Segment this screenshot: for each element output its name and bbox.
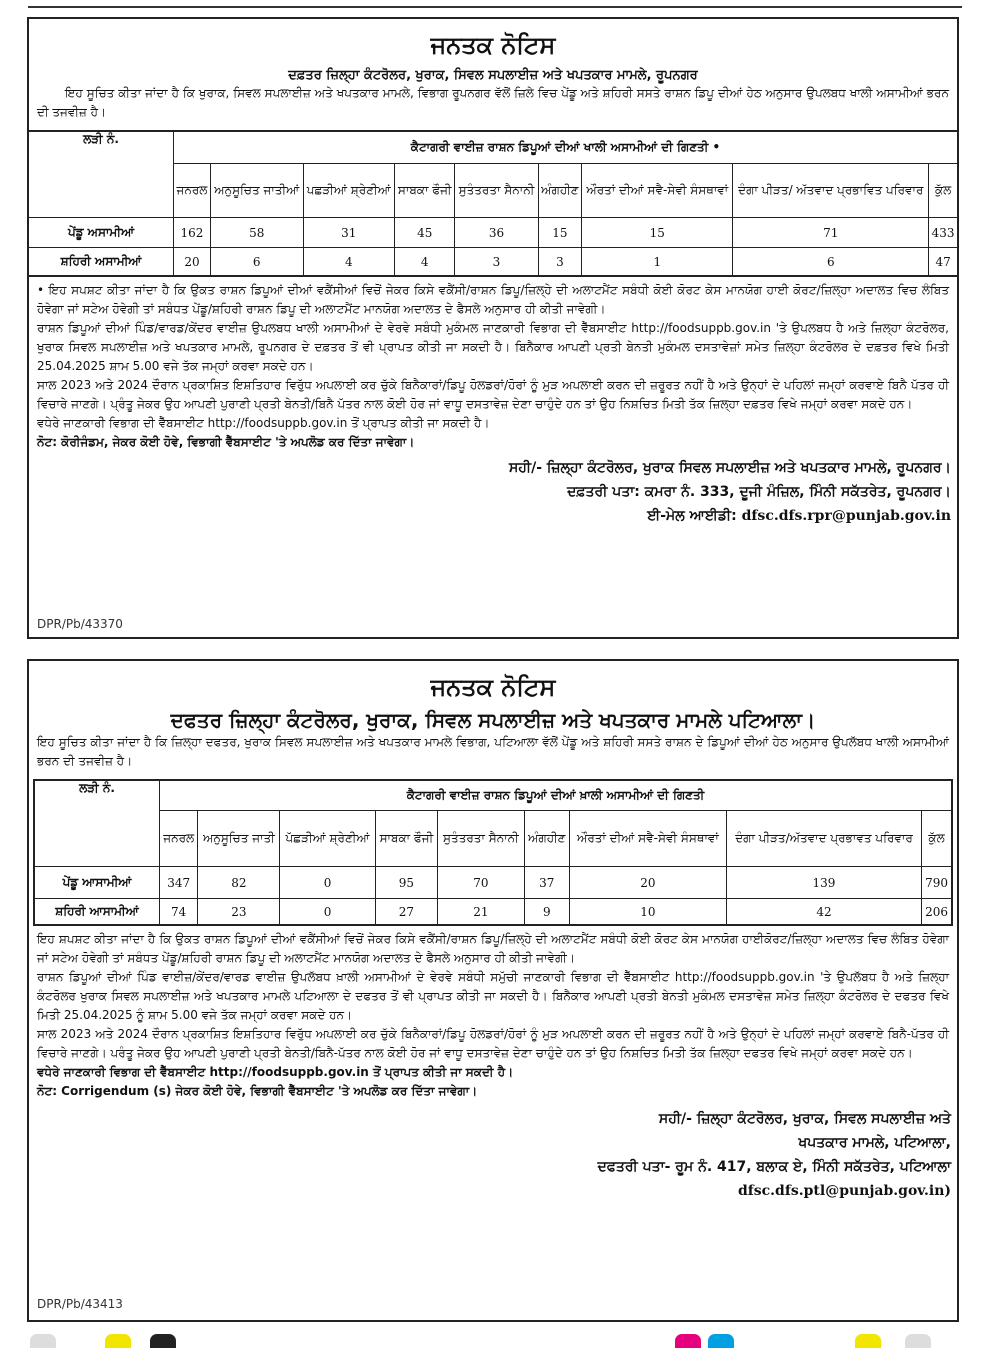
cell: 3: [455, 248, 538, 276]
col-header: ਔਰਤਾਂ ਦੀਆਂ ਸਵੈ-ਸੇਵੀ ਸੰਸਥਾਵਾਂ: [569, 811, 726, 867]
signature: ਸਹੀ/- ਜ਼ਿਲ੍ਹਾ ਕੰਟਰੋਲਰ, ਖੁਰਾਕ ਸਿਵਲ ਸਪਲਾਈਜ਼ ਅਤੇ ਖਪਤਕਾਰ ਮਾਮਲੇ, ਰੂਪਨਗਰ।: [508, 460, 951, 476]
public-notice-rupnagar: [27, 17, 959, 639]
address-label: ਦਫ਼ਤਰੀ ਪਤਾ:: [567, 484, 640, 500]
serial-header: ਲੜੀ ਨੰ.: [29, 132, 174, 218]
signature-block: [29, 456, 957, 528]
dpr-number: DPR/Pb/43413: [37, 1297, 123, 1311]
cell: 206: [922, 899, 952, 925]
email-line: [29, 504, 951, 528]
col-header: ਦੰਗਾ ਪੀੜਤ/ ਅੱਤਵਾਦ ਪ੍ਰਭਾਵਿਤ ਪਰਿਵਾਰ: [733, 164, 929, 218]
cell: 71: [733, 218, 929, 248]
cell: 21: [438, 899, 524, 925]
cell: 15: [582, 218, 733, 248]
col-header: ਅੰਗਹੀਣ: [524, 811, 569, 867]
cell: 162: [174, 218, 211, 248]
row-label: ਸ਼ਹਿਰੀ ਅਸਾਮੀਆਂ: [29, 248, 174, 276]
col-header: ਅੰਗਹੀਣ: [538, 164, 582, 218]
col-header: ਅਨੁਸੂਚਿਤ ਜਾਤੀਆਂ: [210, 164, 303, 218]
cell: 1: [582, 248, 733, 276]
col-header: ਜਨਰਲ: [174, 164, 211, 218]
intro-paragraph: ਇਹ ਸੂਚਿਤ ਕੀਤਾ ਜਾਂਦਾ ਹੈ ਕਿ ਖੁਰਾਕ, ਸਿਵਲ ਸਪਲਾਈਜ਼ ਅਤੇ ਖਪਤਕਾਰ ਮਾਮਲੇ, ਵਿਭਾਗ ਰੂਪਨਗਰ ਵੱਲੋਂ ਜ਼ਿਲੇ ਵਿਚ ਪੇਂਡੂ ਅਤੇ ਸ਼ਹਿਰੀ ਸਸਤੇ ਰਾਸ਼ਨ ਡਿਪੂ ਦੀਆਂ ਹੇਠ ਅਨੁਸਾਰ ਉਪਲਬਧ ਖਾਲੀ ਅਸਾਮੀਆਂ ਭਰਨ ਦੀ ਤਜਵੀਜ਼ ਹੈ।: [37, 86, 949, 119]
table-row: [35, 899, 952, 925]
col-header: ਪੱਛੜੀਆਂ ਸ਼੍ਰੇਣੀਆਂ: [280, 811, 375, 867]
category-group-header: ਕੈਟਾਗਰੀ ਵਾਈਜ਼ ਰਾਸ਼ਨ ਡਿਪੂਆਂ ਦੀਆਂ ਖ਼ਾਲੀ ਅਸਾਮੀਆਂ ਦੀ ਗਿਣਤੀ: [160, 781, 952, 811]
col-header: ਦੰਗਾ ਪੀੜਤ/ਅੱਤਵਾਦ ਪ੍ਰਭਾਵਤ ਪਰਿਵਾਰ: [726, 811, 921, 867]
cell: 10: [569, 899, 726, 925]
vacancy-table: [33, 779, 953, 926]
email-label: ਈ-ਮੇਲ ਆਈਡੀ:: [647, 508, 737, 524]
cell: 139: [726, 867, 921, 899]
email-address: dfsc.dfs.rpr@punjab.gov.in: [741, 508, 951, 524]
website-paragraph: ਵਧੇਰੇ ਜਾਣਕਾਰੀ ਵਿਭਾਗ ਦੀ ਵੈੱਬਸਾਈਟ http://foodsuppb.gov.in ਤੋਂ ਪ੍ਰਾਪਤ ਕੀਤੀ ਜਾ ਸਕਦੀ ਹੈ।: [37, 416, 490, 430]
cell: 45: [395, 218, 455, 248]
note-paragraph: ਨੋਟ: Corrigendum (s) ਜੇਕਰ ਕੋਈ ਹੋਵੇ, ਵਿਭਾਗੀ ਵੈੱਬਸਾਈਟ 'ਤੇ ਅਪਲੋਡ ਕਰ ਦਿੱਤਾ ਜਾਵੇਗਾ।: [37, 1084, 478, 1098]
signature-line: ਸਹੀ/- ਜ਼ਿਲ੍ਹਾ ਕੰਟਰੋਲਰ, ਖੁਰਾਕ, ਸਿਵਲ ਸਪਲਾਈਜ਼ ਅਤੇ: [658, 1111, 951, 1127]
cell: 36: [455, 218, 538, 248]
table-row: [29, 218, 957, 248]
cell: 0: [280, 899, 375, 925]
cell: 15: [538, 218, 582, 248]
notice-body: [29, 277, 957, 452]
details-paragraph: ਰਾਸ਼ਨ ਡਿਪੂਆਂ ਦੀਆਂ ਪਿੰਡ ਵਾਈਜ਼/ਕੇਂਦਰ/ਵਾਰਡ ਵਾਈਜ਼ ਉਪਲੱਬਧ ਖ਼ਾਲੀ ਅਸਾਮੀਆਂ ਦੇ ਵੇਰਵੇ ਸਬੰਧੀ ਸਮੁੱਚੀ ਜਾਣਕਾਰੀ ਵਿਭਾਗ ਦੀ ਵੈੱਬਸਾਈਟ http://foodsuppb.gov.in 'ਤੇ ਉਪਲੱਬਧ ਹੈ ਅਤੇ ਜ਼ਿਲ੍ਹਾ ਕੰਟਰੋਲਰ ਖੁਰਾਕ ਸਿਵਲ ਸਪਲਾਈਜ਼ ਅਤੇ ਖਪਤਕਾਰ ਮਾਮਲੇ ਪਟਿਆਲਾ ਦੇ ਦਫਤਰ ਤੋਂ ਵੀ ਪ੍ਰਾਪਤ ਕੀਤੀ ਜਾ ਸਕਦੀ ਹੈ। ਬਿਨੈਕਾਰ ਆਪਣੀ ਪ੍ਰਤੀ ਬੇਨਤੀ ਮੁਕੰਮਲ ਦਸਤਾਵੇਜ਼ ਸਮੇਤ ਜ਼ਿਲ੍ਹਾ ਕੰਟਰੋਲਰ ਦੇ ਦਫਤਰ ਵਿਖੇ ਮਿਤੀ 25.04.2025 ਨੂੰ ਸ਼ਾਮ 5.00 ਵਜੇ ਤੱਕ ਜਮ੍ਹਾਂ ਕਰਵਾ ਸਕਦੇ ਹਨ।: [37, 970, 949, 1022]
registration-dot: [905, 1334, 931, 1348]
col-header: ਕੁੱਲ: [929, 164, 957, 218]
table-row: [35, 867, 952, 899]
col-header: ਪਛੜੀਆਂ ਸ਼੍ਰੇਣੀਆਂ: [303, 164, 395, 218]
col-header: ਅਨੁਸੂਚਿਤ ਜਾਤੀ: [198, 811, 280, 867]
previous-applicants-paragraph: ਸਾਲ 2023 ਅਤੇ 2024 ਦੌਰਾਨ ਪ੍ਰਕਾਸ਼ਿਤ ਇਸ਼ਤਿਹਾਰ ਵਿਰੁੱਧ ਅਪਲਾਈ ਕਰ ਚੁੱਕੇ ਬਿਨੈਕਾਰਾਂ/ਡਿਪੂ ਹੋਲਡਰਾਂ/ਹੋਰਾਂ ਨੂੰ ਮੁੜ ਅਪਲਾਈ ਕਰਨ ਦੀ ਜ਼ਰੂਰਤ ਨਹੀਂ ਹੈ ਅਤੇ ਉਨ੍ਹਾਂ ਦੇ ਪਹਿਲਾਂ ਜਮ੍ਹਾਂ ਕਰਵਾਏ ਬਿਨੈ-ਪੱਤਰ ਹੀ ਵਿਚਾਰੇ ਜਾਣਗੇ। ਪਰੰਤੂ ਜੇਕਰ ਉਹ ਆਪਣੀ ਪੁਰਾਣੀ ਪ੍ਰਤੀ ਬੇਨਤੀ/ਬਿਨੈ-ਪੱਤਰ ਨਾਲ ਕੋਈ ਹੋਰ ਜਾਂ ਵਾਧੂ ਦਸਤਾਵੇਜ਼ ਦੇਣਾ ਚਾਹੁੰਦੇ ਹਨ ਤਾਂ ਉਹ ਨਿਸ਼ਚਿਤ ਮਿਤੀ ਤੱਕ ਜ਼ਿਲ੍ਹਾ ਦਫਤਰ ਵਿਖੇ ਜਮ੍ਹਾਂ ਕਰਵਾ ਸਕਦੇ ਹਨ।: [37, 1027, 949, 1060]
registration-dot: [150, 1334, 176, 1348]
cell: 47: [929, 248, 957, 276]
table-row: [29, 248, 957, 276]
cell: 4: [395, 248, 455, 276]
cell: 9: [524, 899, 569, 925]
vacancy-table: [29, 130, 957, 277]
cell: 6: [210, 248, 303, 276]
cell: 347: [160, 867, 198, 899]
cell: 6: [733, 248, 929, 276]
serial-header: ਲੜੀ ਨੰ.: [35, 781, 160, 867]
col-header: ਸਾਬਕਾ ਫੌਜੀ: [375, 811, 438, 867]
col-header: ਸੁਤੰਤਰਤਾ ਸੈਨਾਨੀ: [455, 164, 538, 218]
dpr-number: DPR/Pb/43370: [37, 617, 123, 631]
cell: 20: [174, 248, 211, 276]
cell: 27: [375, 899, 438, 925]
col-header: ਸਾਬਕਾ ਫੌਜੀ: [395, 164, 455, 218]
intro-paragraph: ਇਹ ਸੂਚਿਤ ਕੀਤਾ ਜਾਂਦਾ ਹੈ ਕਿ ਜ਼ਿਲ੍ਹਾ ਦਫਤਰ, ਖੁਰਾਕ ਸਿਵਲ ਸਪਲਾਈਜ਼ ਅਤੇ ਖਪਤਕਾਰ ਮਾਮਲੇ ਵਿਭਾਗ, ਪਟਿਆਲਾ ਵੱਲੋਂ ਪੇਂਡੂ ਅਤੇ ਸ਼ਹਿਰੀ ਸਸਤੇ ਰਾਸ਼ਨ ਦੇ ਡਿਪੂਆਂ ਦੀਆਂ ਹੇਠ ਅਨੁਸਾਰ ਉਪਲੱਬਧ ਖਾਲੀ ਅਸਾਮੀਆਂ ਭਰਨ ਦੀ ਤਜਵੀਜ਼ ਹੈ।: [37, 735, 949, 768]
cell: 433: [929, 218, 957, 248]
cell: 82: [198, 867, 280, 899]
address-text: ਕਮਰਾ ਨੰ. 333, ਦੂਜੀ ਮੰਜ਼ਿਲ, ਮਿੰਨੀ ਸਕੱਤਰੇਤ, ਰੂਪਨਗਰ।: [644, 484, 951, 500]
row-label: ਪੇਂਡੂ ਅਸਾਮੀਆਂ: [29, 218, 174, 248]
website-paragraph: ਵਧੇਰੇ ਜਾਣਕਾਰੀ ਵਿਭਾਗ ਦੀ ਵੈੱਬਸਾਈਟ http://foodsuppb.gov.in ਤੋਂ ਪ੍ਰਾਪਤ ਕੀਤੀ ਜਾ ਸਕਦੀ ਹੈ।: [37, 1065, 514, 1079]
previous-applicants-paragraph: ਸਾਲ 2023 ਅਤੇ 2024 ਦੌਰਾਨ ਪ੍ਰਕਾਸ਼ਿਤ ਇਸ਼ਤਿਹਾਰ ਵਿਰੁੱਧ ਅਪਲਾਈ ਕਰ ਚੁੱਕੇ ਬਿਨੈਕਾਰਾਂ/ਡਿਪੂ ਹੋਲਡਰਾਂ/ਹੋਰਾਂ ਨੂੰ ਮੁੜ ਅਪਲਾਈ ਕਰਨ ਦੀ ਜ਼ਰੂਰਤ ਨਹੀਂ ਹੈ ਅਤੇ ਉਨ੍ਹਾਂ ਦੇ ਪਹਿਲਾਂ ਜਮ੍ਹਾਂ ਕਰਵਾਏ ਬਿਨੈ ਪੱਤਰ ਹੀ ਵਿਚਾਰੇ ਜਾਣਗੇ। ਪ੍ਰੰਤੂ ਜੇਕਰ ਉਹ ਆਪਣੀ ਪੁਰਾਣੀ ਪ੍ਰਤੀ ਬੇਨਤੀ/ਬਿਨੈ ਪੱਤਰ ਨਾਲ ਕੋਈ ਹੋਰ ਜਾਂ ਵਾਧੂ ਦਸਤਾਵੇਜ਼ ਦੇਣਾ ਚਾਹੁੰਦੇ ਹਨ ਤਾਂ ਉਹ ਨਿਸ਼ਚਿਤ ਮਿਤੀ ਤੱਕ ਜ਼ਿਲ੍ਹਾ ਦਫ਼ਤਰ ਵਿਖੇ ਜਮ੍ਹਾਂ ਕਰਵਾ ਸਕਦੇ ਹਨ।: [37, 378, 949, 411]
cell: 790: [922, 867, 952, 899]
notice-title: ਜਨਤਕ ਨੋਟਿਸ: [430, 673, 556, 701]
clarification-paragraph: ਇਹ ਸ਼ਪਸ਼ਟ ਕੀਤਾ ਜਾਂਦਾ ਹੈ ਕਿ ਉਕਤ ਰਾਸ਼ਨ ਡਿਪੂਆਂ ਦੀਆਂ ਵਕੈਂਸੀਆਂ ਵਿਚੋਂ ਜੇਕਰ ਕਿਸੇ ਵਕੈਂਸੀ/ਰਾਸ਼ਨ ਡਿਪੂ/ਜ਼ਿਲ੍ਹੇ ਦੀ ਅਲਾਟਮੈਂਟ ਸਬੰਧੀ ਕੋਈ ਕੋਰਟ ਕੇਸ ਮਾਨਯੋਗ ਹਾਈਕੋਰਟ/ਜ਼ਿਲ੍ਹਾ ਅਦਾਲਤ ਵਿਚ ਲੰਬਿਤ ਹੋਵੇਗਾ ਜਾਂ ਸਟੇਅ ਹੋਵੇਗੀ ਤਾਂ ਸਬੰਧਤ ਪੇਂਡੂ/ਸ਼ਹਿਰੀ ਰਾਸ਼ਨ ਡਿਪੂ ਦੀ ਅਲਾਟਮੈਂਟ ਮਾਨਯੋਗ ਅਦਾਲਤ ਦੇ ਫੈਸਲੇ ਅਨੁਸਾਰ ਹੀ ਕੀਤੀ ਜਾਵੇਗੀ।: [37, 932, 949, 965]
cell: 23: [198, 899, 280, 925]
cell: 95: [375, 867, 438, 899]
col-header: ਔਰਤਾਂ ਦੀਆਂ ਸਵੈ-ਸੇਵੀ ਸੰਸਥਾਵਾਂ: [582, 164, 733, 218]
cell: 0: [280, 867, 375, 899]
col-header: ਸੁਤੰਤਰਤਾ ਸੈਨਾਨੀ: [438, 811, 524, 867]
cell: 4: [303, 248, 395, 276]
cell: 3: [538, 248, 582, 276]
print-registration-marks: [0, 1330, 988, 1353]
cell: 37: [524, 867, 569, 899]
column-headers: [35, 811, 952, 867]
signature-line: ਖਪਤਕਾਰ ਮਾਮਲੇ, ਪਟਿਆਲਾ,: [798, 1135, 951, 1151]
row-label: ਸ਼ਹਿਰੀ ਆਸਾਮੀਆਂ: [35, 899, 160, 925]
cell: 58: [210, 218, 303, 248]
category-group-header: ਕੈਟਾਗਰੀ ਵਾਈਜ਼ ਰਾਸ਼ਨ ਡਿਪੂਆਂ ਦੀਆਂ ਖਾਲੀ ਅਸਾਮੀਆਂ ਦੀ ਗਿਣਤੀ •: [174, 132, 958, 164]
clarification-paragraph: • ਇਹ ਸਪਸ਼ਟ ਕੀਤਾ ਜਾਂਦਾ ਹੈ ਕਿ ਉਕਤ ਰਾਸ਼ਨ ਡਿਪੂਆਂ ਦੀਆਂ ਵਕੈਂਸੀਆਂ ਵਿਚੋਂ ਜੇਕਰ ਕਿਸੇ ਵਕੈਂਸੀ/ਰਾਸ਼ਨ ਡਿਪੂ/ਜ਼ਿਲ੍ਹੇ ਦੀ ਅਲਾਟਮੈਂਟ ਸਬੰਧੀ ਕੋਈ ਕੋਰਟ ਕੇਸ ਮਾਨਯੋਗ ਹਾਈ ਕੋਰਟ/ਜ਼ਿਲ੍ਹਾ ਅਦਾਲਤ ਵਿਚ ਲੰਬਿਤ ਹੋਵੇਗਾ ਜਾਂ ਸਟੇਅ ਹੋਵੇਗੀ ਤਾਂ ਸਬੰਧਤ ਪੇਂਡੂ/ਸ਼ਹਿਰੀ ਰਾਸ਼ਨ ਡਿਪੂ ਦੀ ਅਲਾਟਮੈਂਟ ਮਾਨਯੋਗ ਅਦਾਲਤ ਦੇ ਫੈਸਲੇ ਅਨੁਸਾਰ ਹੀ ਕੀਤੀ ਜਾਵੇਗੀ।: [37, 283, 949, 316]
cell: 70: [438, 867, 524, 899]
email-address: dfsc.dfs.ptl@punjab.gov.in): [737, 1183, 951, 1199]
top-rule: [28, 6, 962, 8]
note-paragraph: ਨੋਟ: ਕੋਰੀਜੰਡਮ, ਜੇਕਰ ਕੋਈ ਹੋਵੇ, ਵਿਭਾਗੀ ਵੈੱਬਸਾਈਟ 'ਤੇ ਅਪਲੋਡ ਕਰ ਦਿੱਤਾ ਜਾਵੇਗਾ।: [37, 435, 415, 449]
row-label: ਪੇਂਡੂ ਆਸਾਮੀਆਂ: [35, 867, 160, 899]
cell: 74: [160, 899, 198, 925]
cell: 20: [569, 867, 726, 899]
details-paragraph: ਰਾਸ਼ਨ ਡਿਪੂਆਂ ਦੀਆਂ ਪਿੰਡ/ਵਾਰਡ/ਕੇਂਦਰ ਵਾਈਜ਼ ਉਪਲਬਧ ਖਾਲੀ ਅਸਾਮੀਆਂ ਦੇ ਵੇਰਵੇ ਸਬੰਧੀ ਮੁਕੰਮਲ ਜਾਣਕਾਰੀ ਵਿਭਾਗ ਦੀ ਵੈੱਬਸਾਈਟ http://foodsuppb.gov.in 'ਤੇ ਉਪਲਬਧ ਹੈ ਅਤੇ ਜ਼ਿਲ੍ਹਾ ਕੰਟਰੋਲਰ, ਖੁਰਾਕ ਸਿਵਲ ਸਪਲਾਈਜ਼ ਅਤੇ ਖਪਤਕਾਰ ਮਾਮਲੇ, ਰੂਪਨਗਰ ਦੇ ਦਫ਼ਤਰ ਤੋਂ ਵੀ ਪ੍ਰਾਪਤ ਕੀਤੀ ਜਾ ਸਕਦੀ ਹੈ। ਬਿਨੈਕਾਰ ਆਪਣੀ ਪ੍ਰਤੀ ਬੇਨਤੀ ਮੁਕੰਮਲ ਦਸਤਾਵੇਜ਼ਾਂ ਸਮੇਤ ਜ਼ਿਲ੍ਹਾ ਕੰਟਰੋਲਰ ਦੇ ਦਫ਼ਤਰ ਵਿਖੇ ਮਿਤੀ 25.04.2025 ਸ਼ਾਮ 5.00 ਵਜੇ ਤੱਕ ਜਮ੍ਹਾਂ ਕਰਵਾ ਸਕਦੇ ਹਨ।: [37, 321, 949, 373]
cell: 31: [303, 218, 395, 248]
office-address: ਦਫਤਰੀ ਪਤਾ- ਰੂਮ ਨੰ. 417, ਬਲਾਕ ਏ, ਮਿੰਨੀ ਸਕੱਤਰੇਤ, ਪਟਿਆਲਾ: [597, 1159, 951, 1175]
cell: 42: [726, 899, 921, 925]
col-header: ਕੁੱਲ: [922, 811, 952, 867]
notice-title: ਜਨਤਕ ਨੋਟਿਸ: [430, 31, 556, 59]
office-heading: ਦਫਤਰ ਜ਼ਿਲ੍ਹਾ ਕੰਟਰੋਲਰ, ਖੁਰਾਕ, ਸਿਵਲ ਸਪਲਾਈਜ਼ ਅਤੇ ਖਪਤਕਾਰ ਮਾਮਲੇ ਪਟਿਆਲਾ।: [170, 708, 816, 732]
notice-body: [29, 926, 957, 1101]
col-header: ਜਨਰਲ: [160, 811, 198, 867]
public-notice-patiala: [27, 659, 959, 1322]
registration-dot: [675, 1334, 701, 1348]
office-heading: ਦਫ਼ਤਰ ਜ਼ਿਲ੍ਹਾ ਕੰਟਰੋਲਰ, ਖੁਰਾਕ, ਸਿਵਲ ਸਪਲਾਈਜ਼ ਅਤੇ ਖਪਤਕਾਰ ਮਾਮਲੇ, ਰੂਪਨਗਰ: [288, 68, 698, 83]
office-address: [29, 480, 951, 504]
registration-dot: [708, 1334, 734, 1348]
signature-block: [29, 1107, 957, 1203]
registration-dot: [105, 1334, 131, 1348]
registration-dot: [30, 1334, 56, 1348]
registration-dot: [855, 1334, 881, 1348]
